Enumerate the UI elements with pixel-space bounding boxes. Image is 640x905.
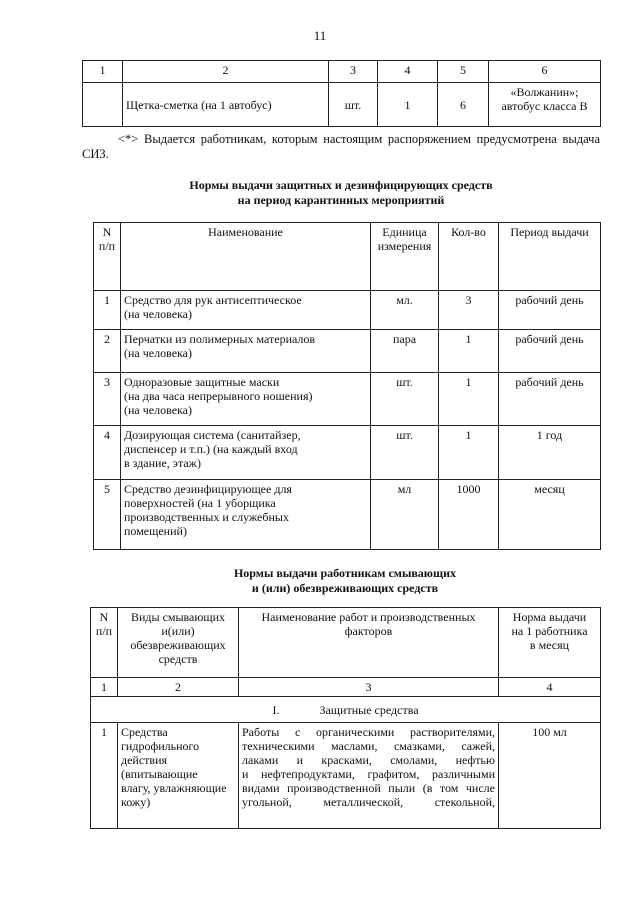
cell-line: (на два часа непрерывного ношения)	[124, 389, 313, 403]
col-header-norm	[499, 608, 601, 678]
cell-line: (на человека)	[124, 346, 192, 360]
cell-unit: пара	[371, 330, 439, 373]
section-name: Защитные средства	[319, 702, 419, 717]
col-header-num	[91, 608, 118, 678]
cell-qty: 1000	[439, 480, 499, 550]
cell-line: влагу, увлажняющие	[121, 781, 227, 795]
cell-line: «Волжанин»;	[510, 85, 579, 99]
cell-line: Дозирующая система (санитайзер,	[124, 428, 301, 442]
cell-line: кожу)	[121, 795, 151, 809]
col-header: 1	[83, 61, 123, 83]
table-quarantine-norms	[93, 222, 601, 550]
col-header-works	[239, 608, 499, 678]
section-title	[90, 566, 600, 596]
cell-line: производственных и служебных	[124, 510, 289, 524]
cell-line: Средства	[121, 725, 168, 739]
cell-norm: 100 мл	[499, 723, 601, 829]
title-line: Нормы выдачи защитных и дезинфицирующих средств	[189, 178, 493, 192]
col-number: 4	[499, 678, 601, 697]
col-number: 2	[118, 678, 239, 697]
cell-name	[121, 330, 371, 373]
header-line: Норма выдачи	[512, 610, 587, 624]
cell-col4: 1	[378, 83, 438, 127]
col-number: 3	[239, 678, 499, 697]
header-line: измерения	[377, 239, 432, 253]
title-line: на период карантинных мероприятий	[237, 193, 445, 207]
cell-unit: шт.	[371, 426, 439, 480]
cell-num: 3	[94, 373, 121, 426]
cell-unit: шт.	[329, 83, 378, 127]
col-header-unit	[371, 223, 439, 291]
cell-period: месяц	[499, 480, 601, 550]
table-row	[83, 83, 601, 127]
table-row	[94, 480, 601, 550]
cell-num: 4	[94, 426, 121, 480]
cell-line: Перчатки из полимерных материалов	[124, 332, 316, 346]
table-header-row	[91, 608, 601, 678]
table-washing-agents	[90, 607, 601, 829]
col-header-kinds	[118, 608, 239, 678]
header-line: п/п	[98, 239, 116, 253]
page-number: 11	[313, 28, 327, 43]
header-line: средств	[158, 652, 198, 666]
cell-line: диспенсер и т.п.) (на каждый вход	[124, 442, 298, 456]
section-row	[91, 697, 601, 723]
col-header: 2	[123, 61, 329, 83]
cell-unit: мл	[371, 480, 439, 550]
header-line: Наименование работ и производственных	[261, 610, 476, 624]
header-line: обезвреживающих	[130, 638, 226, 652]
cell-line: техническими маслами, смазками, сажей,	[242, 739, 495, 753]
column-number-row	[91, 678, 601, 697]
cell-line: (на человека)	[124, 403, 192, 417]
col-header-name: Наименование	[121, 223, 371, 291]
header-line: N	[99, 610, 109, 624]
table-row	[94, 426, 601, 480]
cell-line: гидрофильного	[121, 739, 200, 753]
header-line: Единица	[382, 225, 427, 239]
table-row	[94, 373, 601, 426]
cell-line: (на человека)	[124, 307, 192, 321]
header-line: Виды смывающих	[130, 610, 226, 624]
cell-line: автобус класса В	[501, 99, 588, 113]
cell-col5: 6	[438, 83, 489, 127]
cell-line: поверхностей (на 1 уборщика	[124, 496, 276, 510]
footnote: <*> Выдается работникам, которым настоящим распоряжением предусмотрена выдача СИЗ.	[82, 132, 600, 161]
table-vehicle-items	[82, 60, 601, 127]
col-header: 4	[378, 61, 438, 83]
cell-line: в здание, этаж)	[124, 456, 201, 470]
table-row	[94, 291, 601, 330]
col-header: 6	[489, 61, 601, 83]
cell-name	[121, 373, 371, 426]
cell-line: угольной, металлической, стекольной,	[242, 795, 495, 809]
header-line: и(или)	[161, 624, 195, 638]
header-line: факторов	[344, 624, 393, 638]
cell-line: видами производственной пыли (в том числе	[242, 781, 495, 795]
section-heading	[91, 697, 601, 723]
cell-works	[239, 723, 499, 829]
cell-line: (впитывающие	[121, 767, 198, 781]
col-number: 1	[91, 678, 118, 697]
col-header: 5	[438, 61, 489, 83]
cell-period: рабочий день	[499, 291, 601, 330]
cell-name	[121, 480, 371, 550]
section-roman: I.	[272, 702, 280, 717]
cell-qty: 1	[439, 330, 499, 373]
cell-period: рабочий день	[499, 373, 601, 426]
section-title	[82, 178, 600, 208]
title-line: и (или) обезвреживающих средств	[251, 581, 439, 595]
header-line: в месяц	[529, 638, 570, 652]
cell-kind	[118, 723, 239, 829]
col-header-period: Период выдачи	[499, 223, 601, 291]
cell-num: 5	[94, 480, 121, 550]
cell-line: действия	[121, 753, 168, 767]
cell-name	[121, 426, 371, 480]
cell-name	[121, 291, 371, 330]
cell-line: Одноразовые защитные маски	[124, 375, 280, 389]
cell-qty: 3	[439, 291, 499, 330]
table-row	[94, 330, 601, 373]
cell-line: помещений)	[124, 524, 187, 538]
cell-name: Щетка-сметка (на 1 автобус)	[123, 83, 329, 127]
header-line: N	[102, 225, 112, 239]
col-header: 3	[329, 61, 378, 83]
cell-num	[83, 83, 123, 127]
header-line: п/п	[95, 624, 113, 638]
cell-unit: шт.	[371, 373, 439, 426]
cell-line: Работы с органическими растворителями,	[242, 725, 495, 739]
cell-unit: мл.	[371, 291, 439, 330]
cell-line: и нефтепродуктами, графитом, различными	[242, 767, 495, 781]
title-line: Нормы выдачи работникам смывающих	[233, 566, 457, 580]
cell-num: 1	[91, 723, 118, 829]
cell-period: рабочий день	[499, 330, 601, 373]
cell-line: Средство для рук антисептическое	[124, 293, 302, 307]
table-header-row	[83, 61, 601, 83]
cell-qty: 1	[439, 426, 499, 480]
table-row	[91, 723, 601, 829]
cell-num: 2	[94, 330, 121, 373]
cell-col6	[489, 83, 601, 127]
cell-line: лаками и красками, смолами, нефтью	[242, 753, 495, 767]
header-line: на 1 работника	[511, 624, 588, 638]
col-header-num	[94, 223, 121, 291]
cell-num: 1	[94, 291, 121, 330]
table-header-row	[94, 223, 601, 291]
cell-line: Средство дезинфицирующее для	[124, 482, 292, 496]
cell-period: 1 год	[499, 426, 601, 480]
col-header-qty: Кол-во	[439, 223, 499, 291]
cell-qty: 1	[439, 373, 499, 426]
